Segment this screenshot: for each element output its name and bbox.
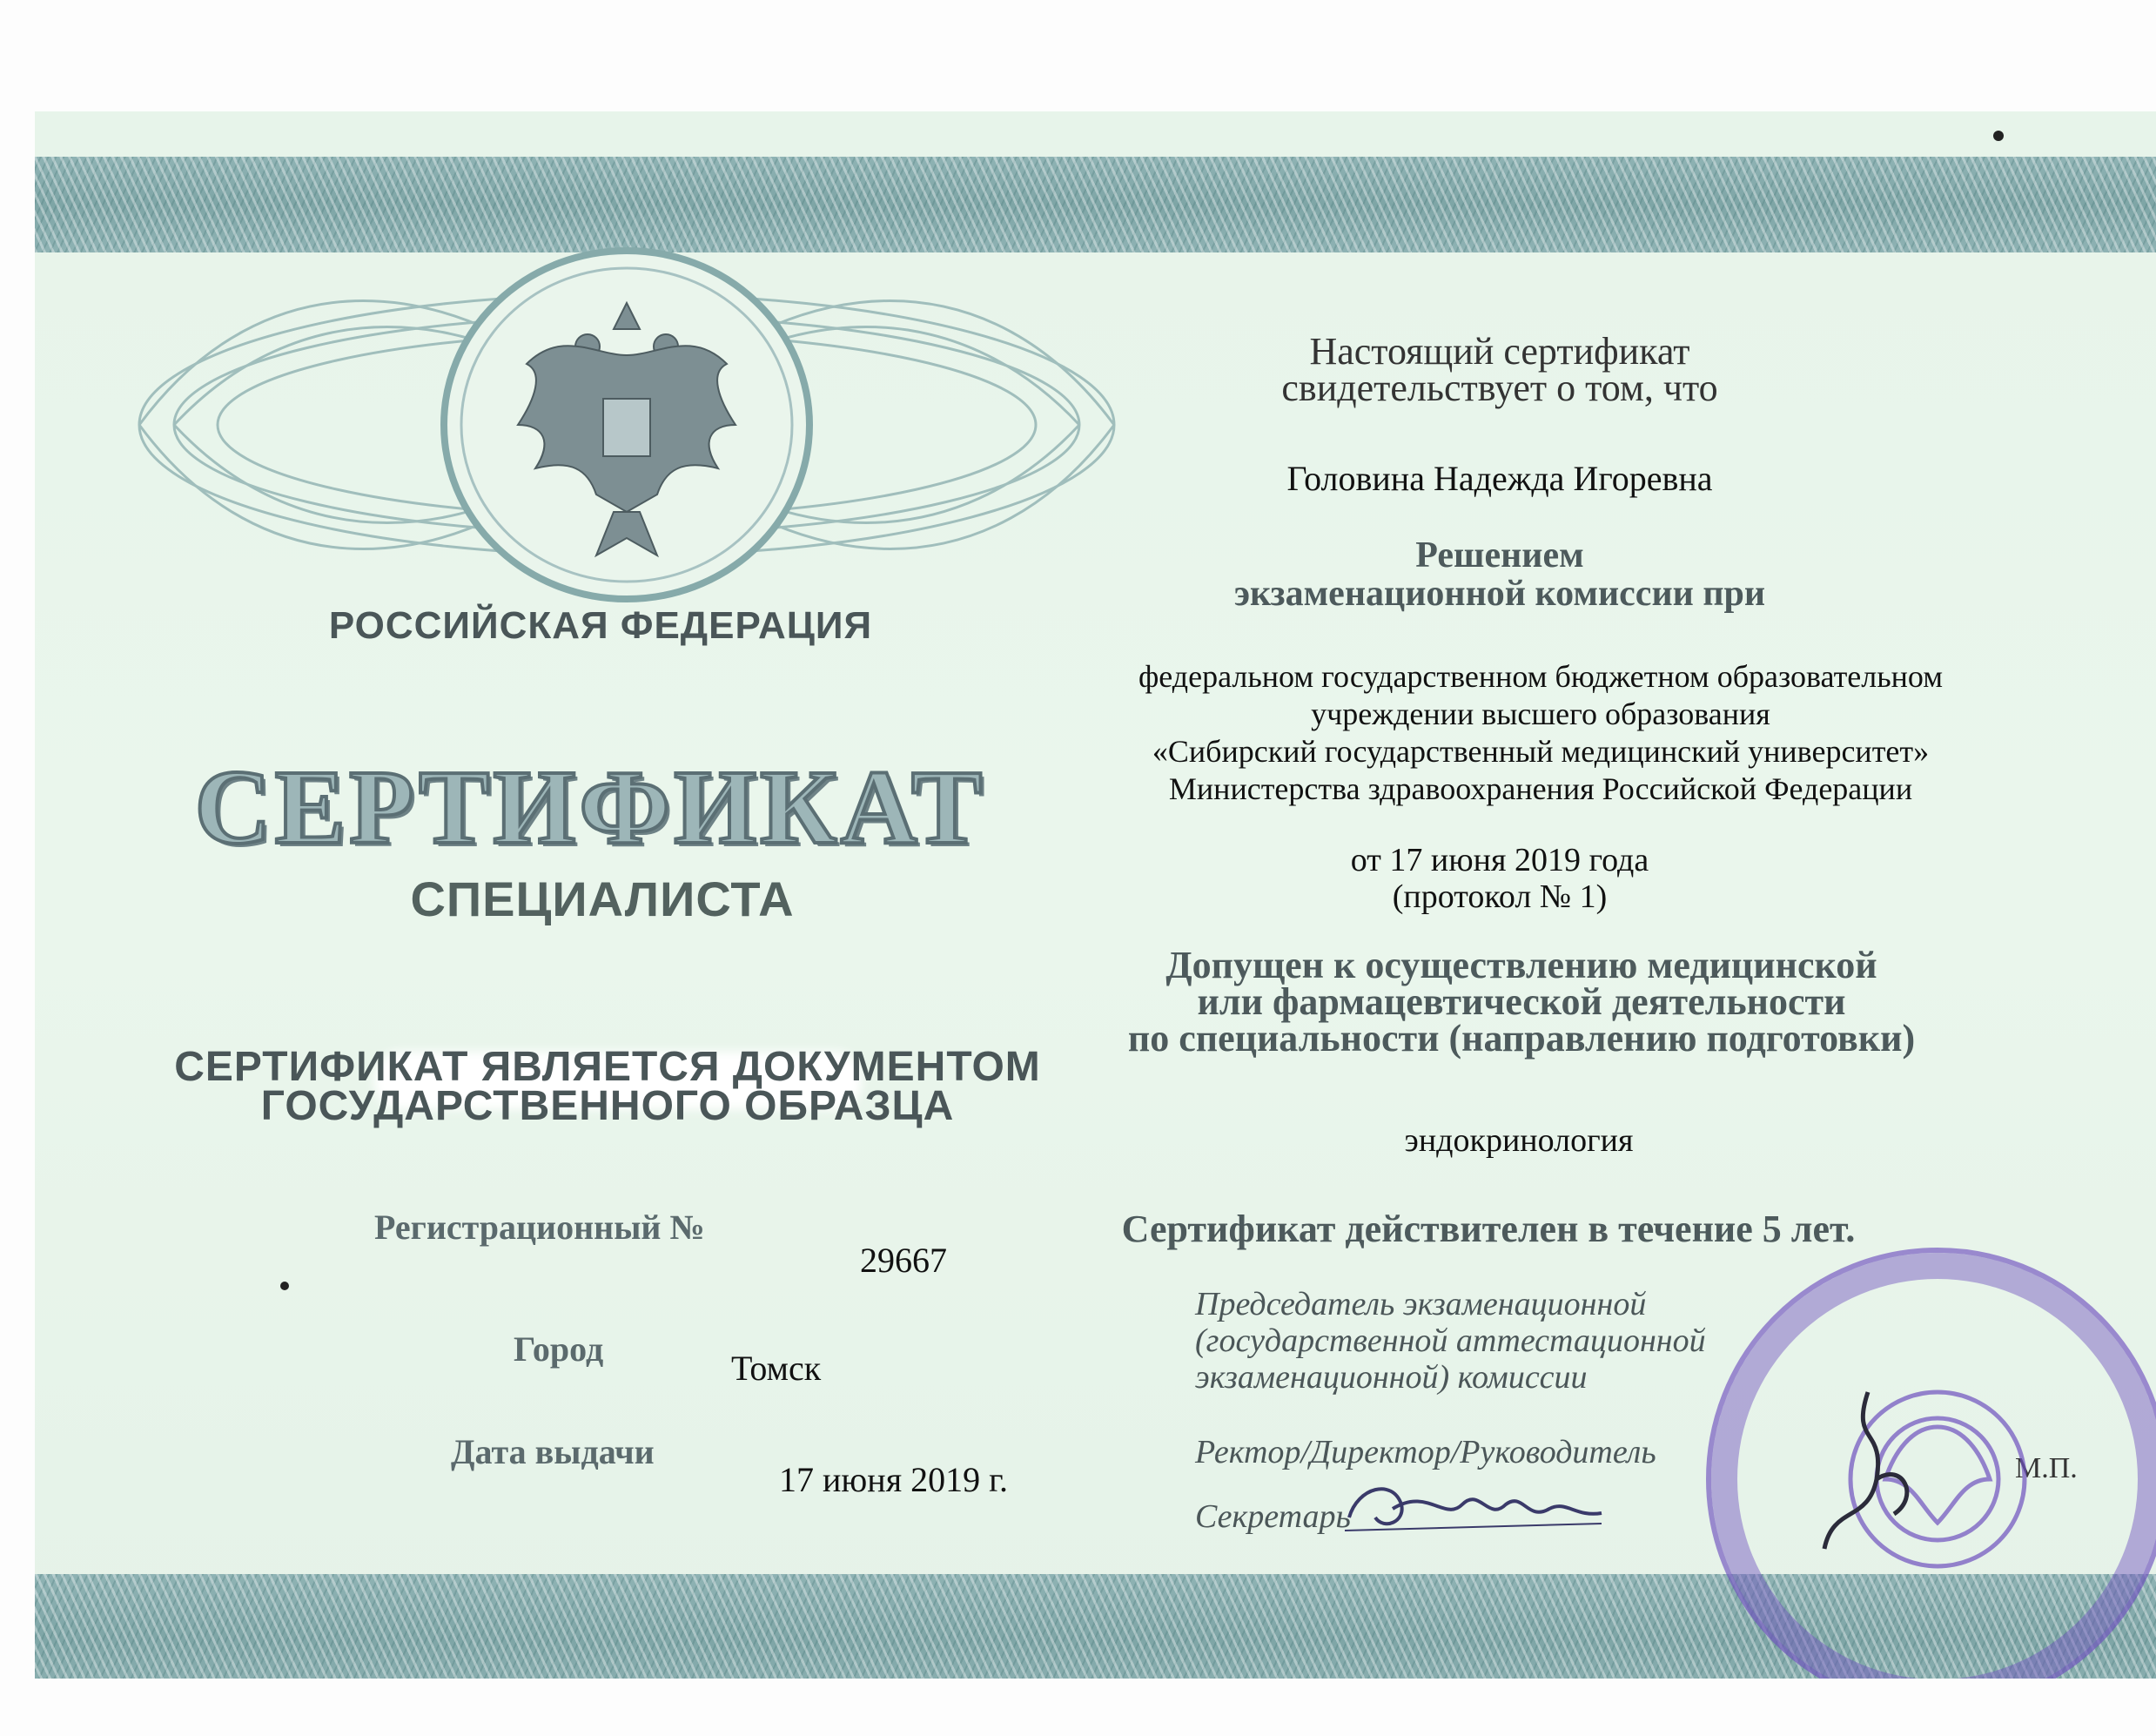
secretary-label: Секретарь [1195, 1498, 1351, 1535]
chair-label-line-1: Председатель экзаменационной [1195, 1286, 1647, 1322]
issue-date-label: Дата выдачи [451, 1432, 655, 1471]
certificate-title: СЕРТИФИКАТ [194, 749, 986, 866]
chair-label-line-3: экзаменационной) комиссии [1195, 1359, 1588, 1396]
intro-line-1: Настоящий сертификат [1309, 330, 1690, 373]
paper-speck [280, 1282, 289, 1290]
official-seal-stamp [1706, 1248, 2156, 1679]
validity-statement: Сертификат действителен в течение 5 лет. [1121, 1208, 1856, 1250]
holder-name: Головина Надежда Игоревна [1286, 459, 1713, 498]
chair-label-line-2: (государственной аттестационной [1195, 1322, 1706, 1359]
document-status-line-1: СЕРТИФИКАТ ЯВЛЯЕТСЯ ДОКУМЕНТОМ [174, 1044, 1041, 1090]
city-value: Томск [731, 1349, 822, 1388]
certificate-sheet [35, 111, 2156, 1679]
country-name: РОССИЙСКАЯ ФЕДЕРАЦИЯ [328, 604, 873, 647]
intro-line-2: свидетельствует о том, что [1281, 367, 1718, 409]
admission-line-3: по специальности (направлению подготовки) [1127, 1017, 1916, 1060]
registration-number: 29667 [860, 1241, 947, 1280]
admission-line-1: Допущен к осуществлению медицинской [1165, 944, 1877, 986]
document-status-line-2: ГОСУДАРСТВЕННОГО ОБРАЗЦА [260, 1083, 955, 1129]
city-label: Город [514, 1329, 604, 1369]
secretary-signature [1340, 1470, 1619, 1548]
admission-line-2: или фармацевтической деятельности [1197, 980, 1846, 1023]
decision-date: от 17 июня 2019 года [1350, 842, 1649, 878]
rector-label: Ректор/Директор/Руководитель [1195, 1434, 1656, 1470]
specialty: эндокринология [1404, 1122, 1634, 1159]
paper-speck [1993, 131, 2004, 141]
decision-line-2: экзаменационной комиссии при [1233, 574, 1766, 614]
rector-signature [1746, 1375, 1972, 1601]
certificate-subtitle: СПЕЦИАЛИСТА [410, 871, 795, 926]
organization-line-3: «Сибирский государственный медицинский университет» [1152, 734, 1930, 769]
registration-label: Регистрационный № [374, 1208, 705, 1247]
protocol-number: (протокол № 1) [1392, 878, 1608, 915]
seal-mark: М.П. [2015, 1452, 2078, 1484]
organization-line-4: Министерства здравоохранения Российской Федерации [1168, 771, 1913, 806]
issue-date-value: 17 июня 2019 г. [779, 1460, 1008, 1499]
decision-line-1: Решением [1415, 535, 1584, 575]
organization-line-1: федеральном государственном бюджетном образовательном [1138, 659, 1944, 694]
organization-line-2: учреждении высшего образования [1311, 696, 1770, 731]
double-headed-eagle-icon [500, 294, 753, 582]
